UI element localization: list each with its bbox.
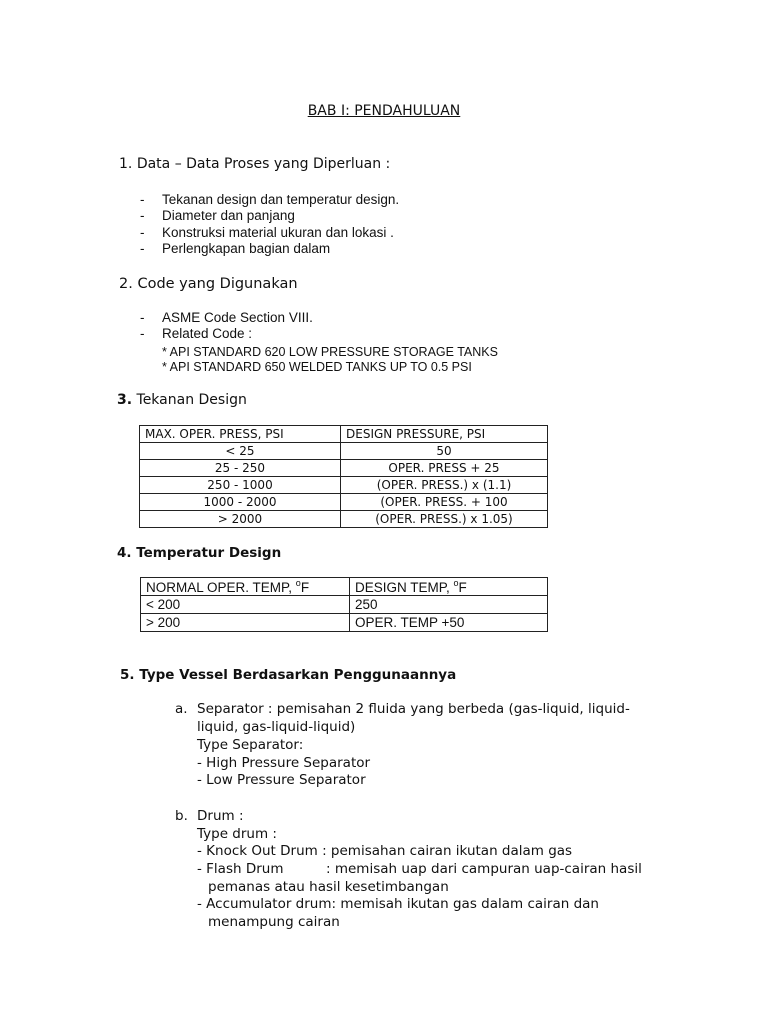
section-3-heading (117, 392, 247, 408)
table-cell: 50 (341, 443, 548, 460)
section-1-number: 1. (119, 156, 133, 172)
table-row (140, 511, 548, 528)
table-row (140, 460, 548, 477)
item-b-line: menampung cairan (208, 914, 340, 930)
table-header-cell: MAX. OPER. PRESS, PSI (140, 426, 341, 443)
design-temperature-table (140, 577, 548, 632)
table-row (141, 596, 548, 614)
list-item: - Perlengkapan bagian dalam (140, 241, 331, 256)
section-4-title: Temperatur Design (136, 545, 282, 561)
table-cell: 250 (350, 596, 548, 614)
table-cell: OPER. PRESS + 25 (341, 460, 548, 477)
item-a-line: Type Separator: (197, 737, 304, 753)
item-a-letter: a. (175, 701, 188, 717)
section-5-heading (120, 667, 456, 683)
table-row (140, 443, 548, 460)
table-row (141, 614, 548, 632)
table-cell: (OPER. PRESS. + 100 (341, 494, 548, 511)
list-item: - Related Code : (140, 326, 253, 341)
item-b-line: - Accumulator drum: memisah ikutan gas dalam cairan dan (197, 896, 599, 912)
table-cell: 25 - 250 (140, 460, 341, 477)
item-b-line: Type drum : (197, 826, 277, 842)
table-cell: < 25 (140, 443, 341, 460)
design-pressure-table (139, 425, 548, 528)
table-header-row (141, 578, 548, 596)
item-b-line: Drum : (197, 808, 244, 824)
section-3-title: Tekanan Design (136, 392, 247, 408)
section-4-heading (117, 545, 281, 561)
section-2-number: 2. (119, 276, 133, 292)
section-4-number: 4. (117, 545, 132, 561)
table-cell: OPER. TEMP +50 (350, 614, 548, 632)
item-b-line: : memisah uap dari campuran uap-cairan hasil (326, 861, 642, 877)
related-code-item: * API STANDARD 620 LOW PRESSURE STORAGE TANKS (162, 345, 498, 359)
section-5-number: 5. (120, 667, 135, 683)
section-2-heading (119, 276, 298, 292)
related-code-item: * API STANDARD 650 WELDED TANKS UP TO 0.5 PSI (162, 360, 472, 374)
table-header-cell: NORMAL OPER. TEMP, $^o$F (141, 578, 350, 596)
list-item: - Diameter dan panjang (140, 208, 295, 223)
item-a-line: liquid, gas-liquid-liquid) (197, 719, 356, 735)
list-item: - Tekanan design dan temperatur design. (140, 192, 400, 207)
table-cell: < 200 (141, 596, 350, 614)
item-b-line: - Knock Out Drum : pemisahan cairan ikutan dalam gas (197, 843, 573, 859)
table-header-cell: DESIGN PRESSURE, PSI (341, 426, 548, 443)
table-row (140, 477, 548, 494)
table-cell: > 200 (141, 614, 350, 632)
item-a-line: - Low Pressure Separator (197, 772, 366, 788)
table-header-cell: DESIGN TEMP, $^o$F (350, 578, 548, 596)
list-item: - ASME Code Section VIII. (140, 310, 313, 325)
table-cell: 250 - 1000 (140, 477, 341, 494)
section-3-number: 3. (117, 392, 133, 408)
table-cell: > 2000 (140, 511, 341, 528)
item-b-letter: b. (175, 808, 188, 824)
table-header-row (140, 426, 548, 443)
section-1-heading (119, 156, 390, 172)
item-b-line: pemanas atau hasil kesetimbangan (208, 879, 449, 895)
page-title: BAB I: PENDAHULUAN (307, 103, 461, 119)
section-5-title: Type Vessel Berdasarkan Penggunaannya (139, 667, 457, 683)
item-a-line: Separator : pemisahan 2 fluida yang berbeda (gas-liquid, liquid- (197, 701, 630, 717)
section-1-title: Data – Data Proses yang Diperluan : (136, 156, 391, 172)
list-item: - Konstruksi material ukuran dan lokasi . (140, 225, 394, 240)
table-row (140, 494, 548, 511)
item-b-line: - Flash Drum (197, 861, 284, 877)
table-cell: (OPER. PRESS.) x 1.05) (341, 511, 548, 528)
table-cell: 1000 - 2000 (140, 494, 341, 511)
item-a-line: - High Pressure Separator (197, 755, 371, 771)
table-cell: (OPER. PRESS.) x (1.1) (341, 477, 548, 494)
section-2-title: Code yang Digunakan (137, 276, 298, 292)
